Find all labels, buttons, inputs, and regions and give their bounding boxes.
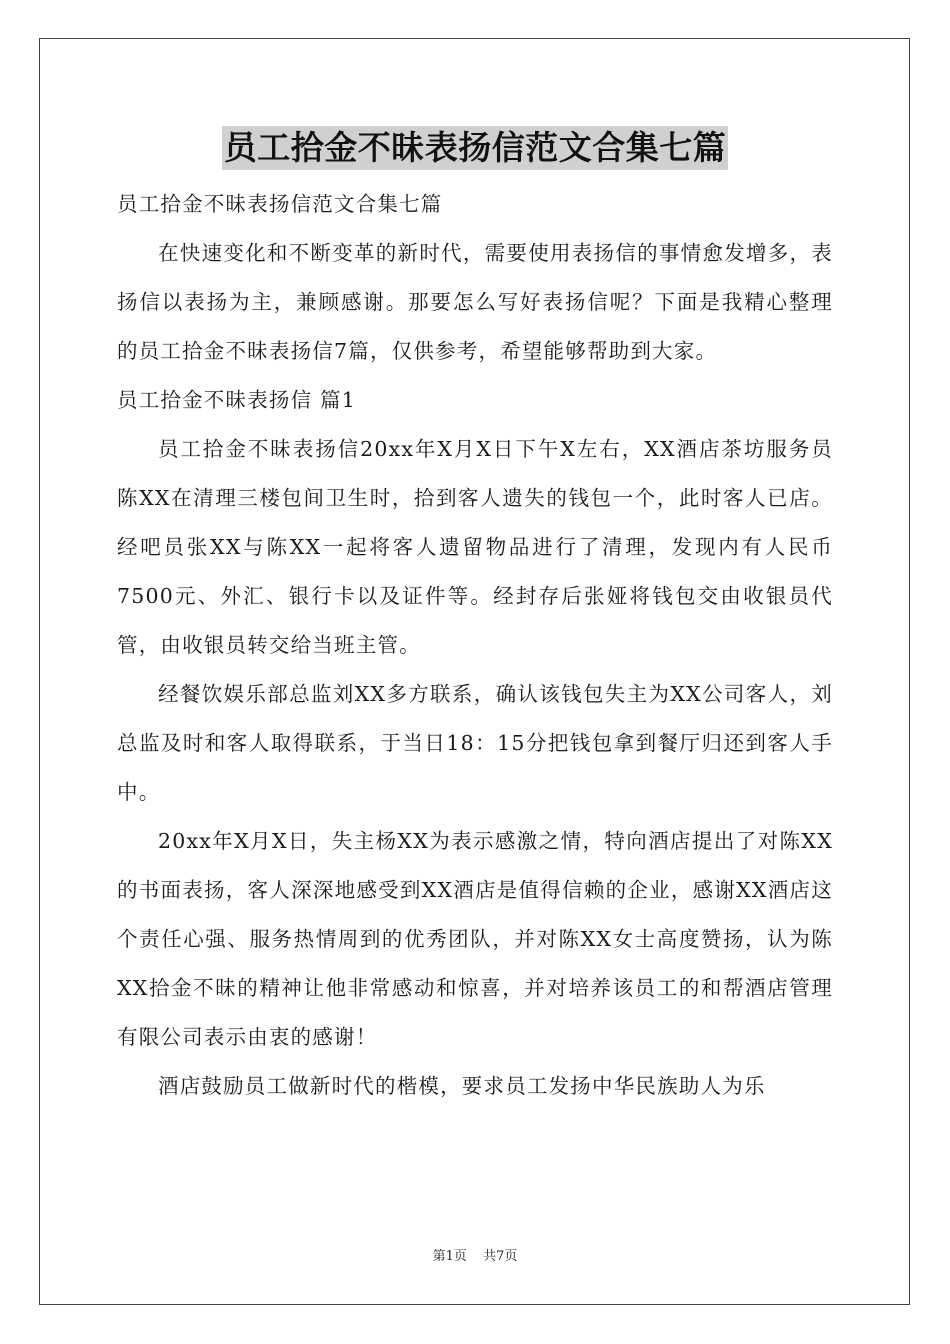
paragraph: 员工拾金不昧表扬信范文合集七篇 <box>117 192 443 216</box>
paragraph: 经餐饮娱乐部总监刘XX多方联系，确认该钱包失主为XX公司客人，刘总监及时和客人取得联系，于当日18：15分把钱包拿到餐厅归还到客人手中。 <box>117 682 833 804</box>
paragraph: 酒店鼓励员工做新时代的楷模，要求员工发扬中华民族助人为乐 <box>158 1074 766 1098</box>
page-footer <box>0 1248 950 1266</box>
paragraph: 20xx年X月X日，失主杨XX为表示感激之情，特向酒店提出了对陈XX的书面表扬，客人深深地感受到XX酒店是值得信赖的企业，感谢XX酒店这个责任心强、服务热情周到的优秀团队，并对陈XX女士高度赞扬，认为陈XX拾金不昧的精神让他非常感动和惊喜，并对培养该员工的和帮酒店管理有限公司表示由衷的感谢！ <box>117 829 833 1049</box>
document-title: 员工拾金不昧表扬信范文合集七篇 <box>222 126 729 170</box>
section-heading: 员工拾金不昧表扬信 篇1 <box>117 388 356 412</box>
page-number-current: 第1页 <box>432 1249 467 1264</box>
title-container <box>0 126 950 170</box>
page-number-total: 共7页 <box>483 1249 518 1264</box>
paragraph: 在快速变化和不断变革的新时代，需要使用表扬信的事情愈发增多，表扬信以表扬为主，兼顾感谢。那要怎么写好表扬信呢？下面是我精心整理的员工拾金不昧表扬信7篇，仅供参考，希望能够帮助到大家。 <box>117 241 833 363</box>
paragraph: 员工拾金不昧表扬信20xx年X月X日下午X左右，XX酒店茶坊服务员陈XX在清理三楼包间卫生时，拾到客人遗失的钱包一个，此时客人已店。经吧员张XX与陈XX一起将客人遗留物品进行了清理，发现内有人民币7500元、外汇、银行卡以及证件等。经封存后张娅将钱包交由收银员代管，由收银员转交给当班主管。 <box>117 437 833 657</box>
document-body <box>117 180 833 1111</box>
